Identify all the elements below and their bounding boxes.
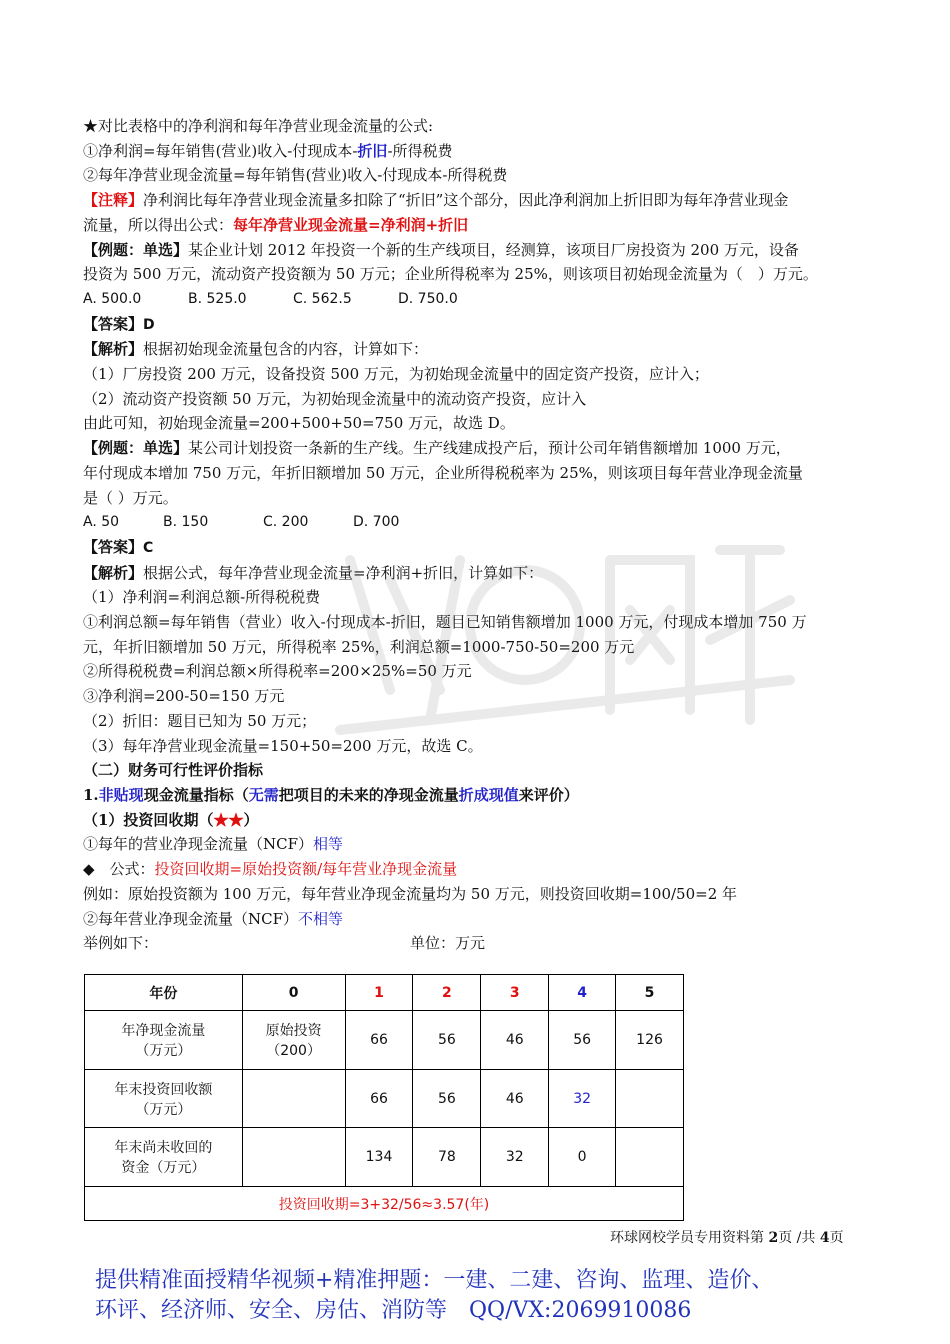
question-1-line-1: 【例题：单选】某企业计划 2012 年投资一个新的生产线项目，经测算，该项目厂房投资为 200 万元，设备: [83, 240, 799, 259]
question-2-line-2: 年付现成本增加 750 万元，年折旧额增加 50 万元，企业所得税税率为 25%，则该项目每年营业净现金流量: [83, 463, 803, 482]
table-cell: 126: [616, 1011, 684, 1070]
payback-table: [84, 974, 684, 1221]
explain-2-line-2: （1）净利润=利润总额-所得税税费: [83, 588, 321, 607]
row-label: 年末尚未收回的 资金（万元）: [85, 1128, 243, 1187]
explain-2-line-3: ①利润总额=每年销售（营业）收入-付现成本-折旧，题目已知销售额增加 1000 万元，付现成本增加 750 万: [83, 613, 807, 632]
table-cell: 56: [549, 1011, 616, 1070]
option-a: A. 500.0: [83, 290, 142, 307]
question-2-options: [83, 510, 873, 535]
explain-2-line-8: （3）每年净营业现金流量=150+50=200 万元，故选 C。: [83, 736, 483, 755]
explain-1-line-2: （1）厂房投资 200 万元，设备投资 500 万元，为初始现金流量中的固定资产投资，应计入；: [83, 365, 709, 384]
formula-net-profit: ①净利润=每年销售(营业)收入-付现成本-折旧-所得税费: [83, 141, 453, 160]
option-b: B. 525.0: [188, 290, 247, 307]
table-cell: 56: [413, 1011, 481, 1070]
table-cell: 原始投资 （200）: [242, 1011, 345, 1070]
option-d: D. 700: [353, 514, 400, 531]
option-c: C. 200: [263, 514, 309, 531]
table-cell: 32: [481, 1128, 549, 1187]
table-header: 2: [413, 975, 481, 1011]
section-heading: （二）财务可行性评价指标: [83, 761, 264, 780]
case-equal-ncf: ①每年的营业净现金流量（NCF）相等: [83, 835, 344, 854]
table-cell: 78: [413, 1128, 481, 1187]
table-total-row: [85, 1187, 684, 1221]
table-cell: 46: [481, 1070, 549, 1128]
example-label: 举例如下： 单位：万元: [83, 934, 486, 953]
table-cell: 134: [345, 1128, 413, 1187]
table-header: 年份: [85, 975, 243, 1011]
compare-intro: ★对比表格中的净利润和每年净营业现金流量的公式:: [83, 117, 434, 135]
payback-example: 例如：原始投资额为 100 万元，每年营业净现金流量均为 50 万元，则投资回收期=100/50=2 年: [83, 884, 738, 903]
promo-line-2: 环评、经济师、安全、房估、消防等 QQ/VX:2069910086: [95, 1298, 692, 1323]
explain-2-line-4: 元，年折旧额增加 50 万元，所得税率 25%，利润总额=1000-750-50=200 万元: [83, 637, 635, 656]
question-1-options: [83, 287, 873, 312]
table-row: [85, 1011, 684, 1070]
table-cell: 46: [481, 1011, 549, 1070]
table-cell: 66: [345, 1070, 413, 1128]
table-cell: [616, 1070, 684, 1128]
explain-1-line-1: 【解析】根据初始现金流量包含的内容，计算如下：: [83, 340, 429, 359]
payback-formula: ◆ 公式：投资回收期=原始投资额/每年营业净现金流量: [83, 860, 458, 879]
table-cell: [616, 1128, 684, 1187]
table-header: 5: [616, 975, 684, 1011]
explain-2-line-7: （2）折旧：题目已知为 50 万元；: [83, 711, 317, 730]
option-b: B. 150: [163, 514, 209, 531]
table-header: 0: [242, 975, 345, 1011]
promo-banner: [95, 1266, 773, 1326]
question-2-line-1: 【例题：单选】某公司计划投资一条新的生产线。生产线建成投产后，预计公司年销售额增加 1000 万元，: [83, 439, 791, 458]
note-line-2: 流量，所以得出公式：每年净营业现金流量=净利润+折旧: [83, 215, 469, 234]
table-header-row: [85, 975, 684, 1011]
payback-heading: （1）投资回收期（★★）: [83, 810, 259, 829]
answer-1: 【答案】D: [83, 314, 155, 333]
table-row: [85, 1070, 684, 1128]
document-body: [83, 114, 873, 956]
table-row: [85, 1128, 684, 1187]
table-cell: 0: [549, 1128, 616, 1187]
row-label: 年末投资回收额 （万元）: [85, 1070, 243, 1128]
formula-ncf: ②每年净营业现金流量=每年销售(营业)收入-付现成本-所得税费: [83, 166, 508, 185]
table-cell: [242, 1128, 345, 1187]
table-header: 1: [345, 975, 413, 1011]
explain-1-line-4: 由此可知，初始现金流量=200+500+50=750 万元，故选 D。: [83, 414, 515, 433]
question-2-line-3: 是（ ）万元。: [83, 488, 178, 507]
table-cell: 66: [345, 1011, 413, 1070]
explain-2-line-5: ②所得税税费=利润总额×所得税率=200×25%=50 万元: [83, 662, 472, 681]
unit-label: 单位：万元: [410, 934, 486, 953]
explain-1-line-3: （2）流动资产投资额 50 万元，为初始现金流量中的流动资产投资，应计入: [83, 389, 587, 408]
question-1-line-2: 投资为 500 万元，流动资产投资额为 50 万元；企业所得税率为 25%，则该项目初始现金流量为（ ）万元。: [83, 265, 818, 284]
table-header: 4: [549, 975, 616, 1011]
answer-2: 【答案】C: [83, 537, 154, 556]
case-unequal-ncf: ②每年营业净现金流量（NCF）不相等: [83, 909, 344, 928]
table-cell: 32: [549, 1070, 616, 1128]
promo-line-1: 提供精准面授精华视频+精准押题：一建、二建、咨询、监理、造价、: [95, 1268, 774, 1293]
table-cell: 56: [413, 1070, 481, 1128]
row-label: 年净现金流量 （万元）: [85, 1011, 243, 1070]
page-footer: 环球网校学员专用资料第 2页 /共 4页: [610, 1230, 844, 1246]
option-c: C. 562.5: [293, 290, 352, 307]
option-a: A. 50: [83, 514, 120, 531]
table-cell: [242, 1070, 345, 1128]
explain-2-line-1: 【解析】根据公式，每年净营业现金流量=净利润+折旧，计算如下：: [83, 563, 544, 582]
option-d: D. 750.0: [398, 290, 458, 307]
note-line-1: 【注释】净利润比每年净营业现金流量多扣除了“折旧”这个部分，因此净利润加上折旧即为每年净营业现金: [83, 191, 789, 210]
explain-2-line-6: ③净利润=200-50=150 万元: [83, 687, 285, 706]
table-header: 3: [481, 975, 549, 1011]
subsection-heading: 1.非贴现现金流量指标（无需把项目的未来的净现金流量折成现值来评价）: [83, 785, 579, 804]
payback-result: 投资回收期=3+32/56≈3.57(年): [85, 1187, 684, 1221]
